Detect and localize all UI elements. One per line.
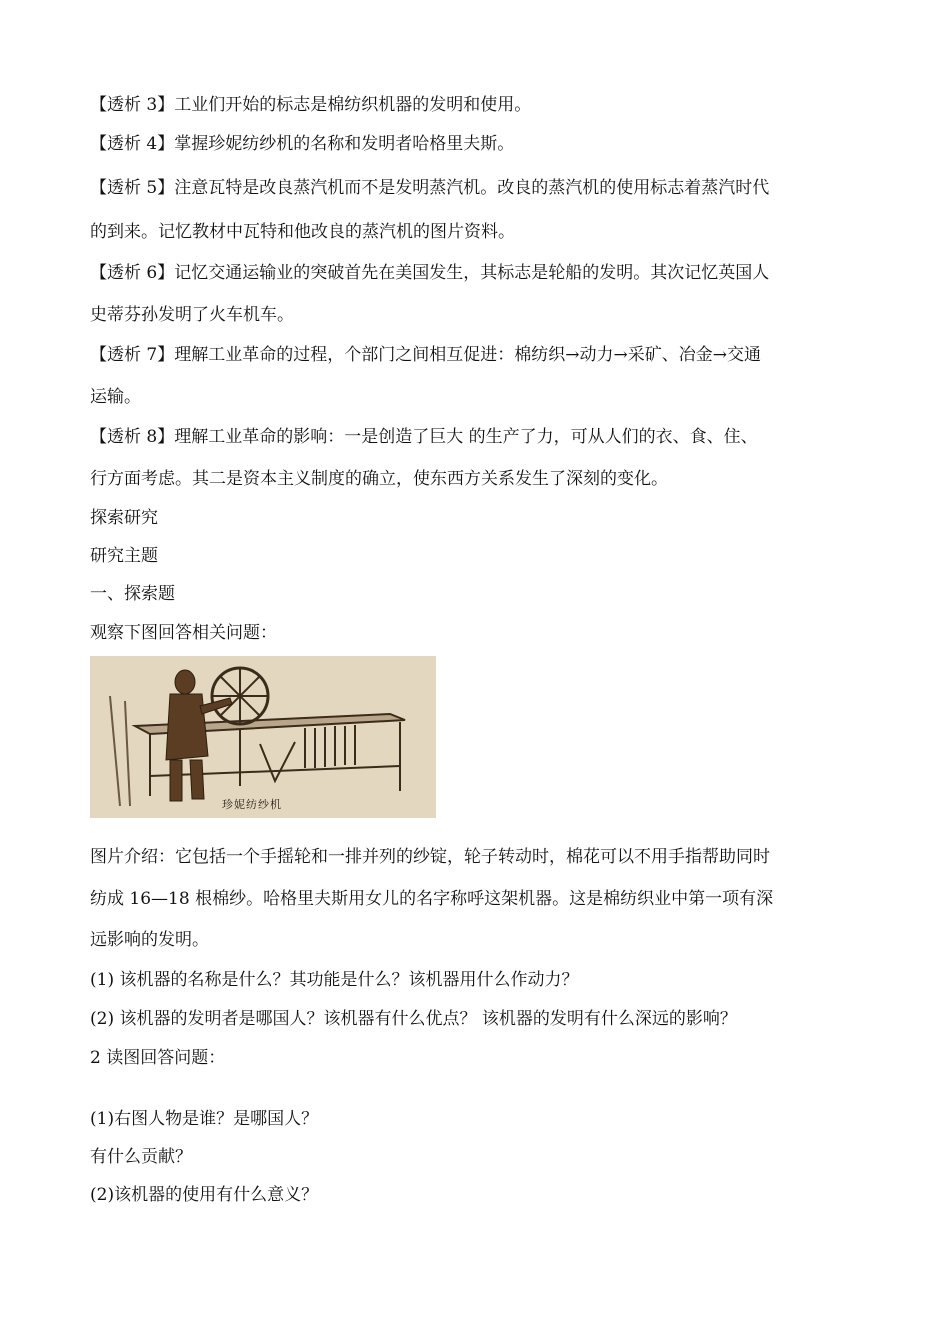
question-line: (2) 该机器的发明者是哪国人？该机器有什么优点？ 该机器的发明有什么深远的影响？ <box>90 1009 737 1029</box>
section-heading: 探索研究 <box>90 508 158 528</box>
text-line: 史蒂芬孙发明了火车机车。 <box>90 305 294 325</box>
section-heading: 一、探索题 <box>90 584 175 604</box>
text-line: 远影响的发明。 <box>90 930 209 950</box>
question-line: 2 读图回答问题： <box>90 1048 226 1068</box>
figure-caption: 珍妮纺纱机 <box>222 798 282 811</box>
text-line: 【透析 3】工业们开始的标志是棉纺织机器的发明和使用。 <box>90 95 532 115</box>
text-line: 观察下图回答相关问题： <box>90 623 277 643</box>
text-line: 【透析 4】掌握珍妮纺纱机的名称和发明者哈格里夫斯。 <box>90 134 515 154</box>
text-line: 图片介绍：它包括一个手摇轮和一排并列的纱锭，轮子转动时，棉花可以不用手指帮助同时 <box>90 847 770 867</box>
question-line: (1) 该机器的名称是什么？其功能是什么？该机器用什么作动力？ <box>90 970 579 990</box>
text-line: 纺成 16—18 根棉纱。哈格里夫斯用女儿的名字称呼这架机器。这是棉纺织业中第一项有深 <box>90 889 774 909</box>
text-line: 【透析 6】记忆交通运输业的突破首先在美国发生，其标志是轮船的发明。其次记忆英国人 <box>90 263 770 283</box>
question-line: (1)右图人物是谁？是哪国人？ <box>90 1109 319 1129</box>
text-line: 【透析 7】理解工业革命的过程，个部门之间相互促进：棉纺织→动力→采矿、冶金→交通 <box>90 345 761 365</box>
text-line: 【透析 5】注意瓦特是改良蒸汽机而不是发明蒸汽机。改良的蒸汽机的使用标志着蒸汽时代 <box>90 178 770 198</box>
text-line: 的到来。记忆教材中瓦特和他改良的蒸汽机的图片资料。 <box>90 222 515 242</box>
text-line: 【透析 8】理解工业革命的影响：一是创造了巨大 的生产了力，可从人们的衣、食、住、 <box>90 427 758 447</box>
question-line: 有什么贡献？ <box>90 1147 192 1167</box>
text-line: 运输。 <box>90 387 141 407</box>
spinning-jenny-illustration <box>90 656 436 818</box>
section-heading: 研究主题 <box>90 546 158 566</box>
spinning-jenny-image <box>90 656 436 818</box>
text-line: 行方面考虑。其二是资本主义制度的确立，使东西方关系发生了深刻的变化。 <box>90 469 668 489</box>
question-line: (2)该机器的使用有什么意义？ <box>90 1185 319 1205</box>
